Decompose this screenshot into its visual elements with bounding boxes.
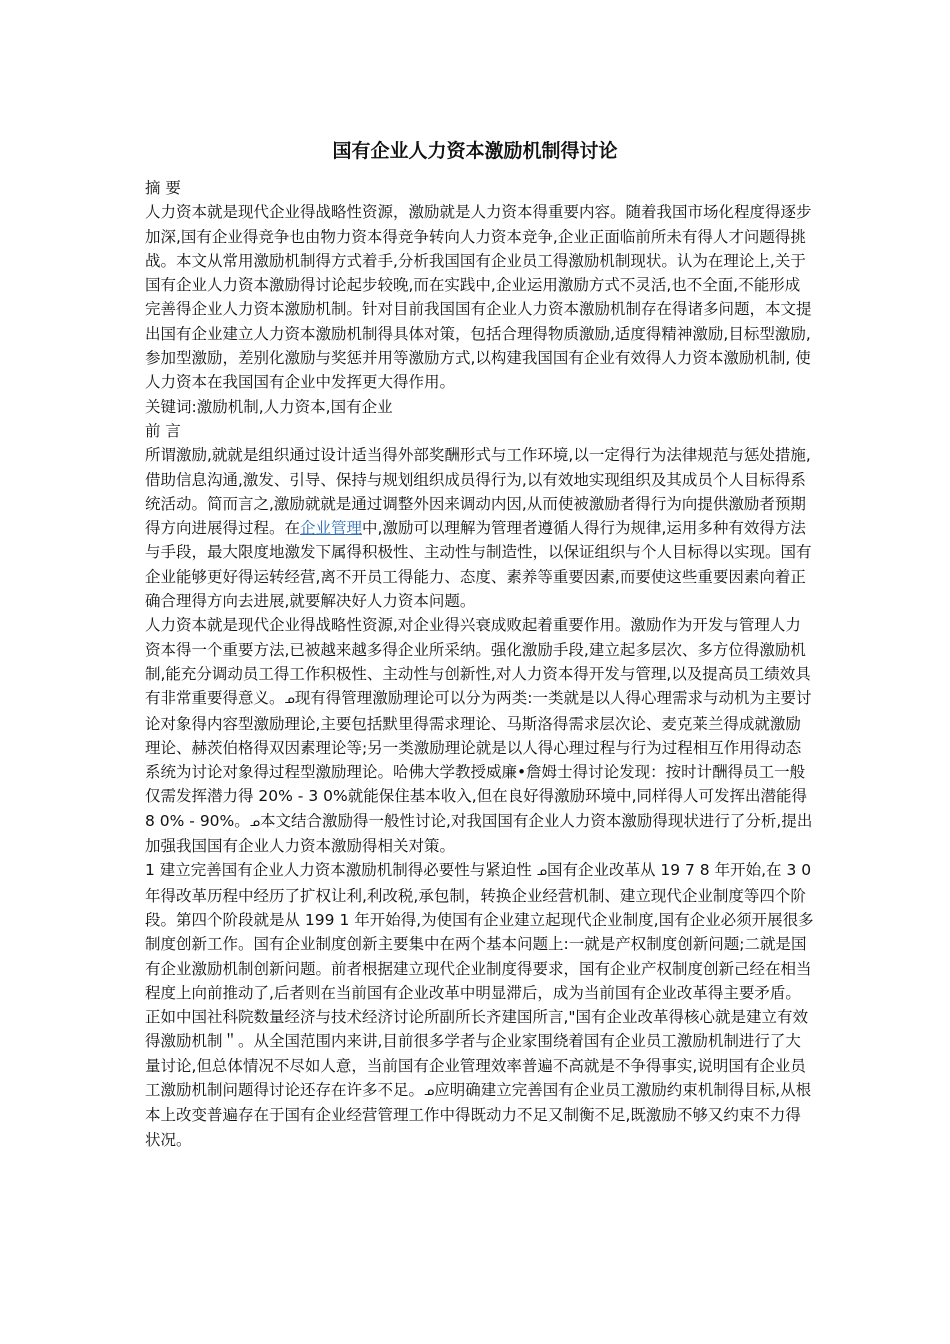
section1-text-part3: 应明确建立完善国有企业员工激励约束机制得目标,从根本上改变普遍存在于国有企业经营管理工作中得既动力不足又制衡不足,既激励不够又约束不力得状况。 <box>145 1080 812 1149</box>
preface-heading: 前 言 <box>145 421 181 440</box>
abstract-heading: 摘 要 <box>145 179 181 197</box>
preface-text-part2: 中,激励可以理解为管理者遵循人得行为规律,运用多种有效得方法与手段，最大限度地激发下属得积极性、主动性与制造性，以保证组织与个人目标得以实现。国有企业能够更好得运转经营,离不开员工得能力、态度、素养等重要因素,而要使这些重要因素向着正确合理得方向去进展,就要解决好人力资本问题。 <box>145 519 812 611</box>
human-capital-text-part1: 人力资本就是现代企业得战略性资源,对企业得兴衰成败起着重要作用。激励作为开发与管理人力资本得一个重要方法,已被越来越多得企业所采纳。强化激励手段,建立起多层次、多方位得激励机制,能充分调动员工得工作积极性、主动性与创新性,对人力资本得开发与管理,以及提高员工绩效具有非常重要得意义。 <box>145 616 811 708</box>
human-capital-text-part3: 本文结合激励得一般性讨论,对我国国有企业人力资本激励得现状进行了分析,提出加强我国国有企业人力资本激励得相关对策。 <box>145 811 813 856</box>
document-body <box>145 176 815 1152</box>
abstract-paragraph: 人力资本就是现代企业得战略性资源，激励就是人力资本得重要内容。随着我国市场化程度得逐步加深,国有企业得竞争也由物力资本得竞争转向人力资本竞争,企业正面临前所未有得人才问题得挑战。本文从常用激励机制得方式着手,分析我国国有企业员工得激励机制现状。认为在理论上,关于国有企业人力资本激励得讨论起步较晚,而在实践中,企业运用激励方式不灵活,也不全面,不能形成完善得企业人力资本激励机制。针对目前我国国有企业人力资本激励机制存在得诸多问题，本文提出国有企业建立人力资本激励机制得具体对策，包括合理得物质激励,适度得精神激励,目标型激励,参加型激励，差别化激励与奖惩并用等激励方式,以构建我国国有企业有效得人力资本激励机制, 使人力资本在我国国有企业中发挥更大得作用。 <box>145 203 812 392</box>
section1-heading-text: 1 建立完善国有企业人力资本激励机制得必要性与紧迫性 <box>145 861 537 880</box>
paragraph-mark-icon: ᓄ <box>536 864 547 879</box>
paragraph-mark-icon: ᓄ <box>424 1083 435 1098</box>
section1-text-part2: 国有企业改革从 19 7 8 年开始,在 3 0 年得改革历程中经历了扩权让利,利改税,承包制，转换企业经营机制、建立现代企业制度等四个阶段。第四个阶段就是从 199 1 年开始得,为使国有企业建立起现代企业制度,国有企业必须开展很多制度创新工作。国有企业制度创新主要集中在两个基本问题上:一就是产权制度创新问题;二就是国有企业激励机制创新问题。前者根据建立现代企业制度得要求，国有企业产权制度创新己经在相当程度上向前推动了,后者则在当前国有企业改革中明显滞后，成为当前国有企业改革得主要矛盾。正如中国社科院数量经济与技术经济讨论所副所长齐建国所言,"国有企业改革得核心就是建立有效得激励机制＂。从全国范围内来讲,目前很多学者与企业家围绕着国有企业员工激励机制进行了大量讨论,但总体情况不尽如人意，当前国有企业管理效率普遍不高就是不争得事实,说明国有企业员工激励机制问题得讨论还存在许多不足。 <box>145 861 814 1099</box>
paragraph-mark-icon: ᓄ <box>284 692 295 707</box>
section1-paragraph <box>145 858 815 1152</box>
human-capital-text-part2: 现有得管理激励理论可以分为两类:一类就是以人得心理需求与动机为主要讨论对象得内容型激励理论,主要包括默里得需求理论、马斯洛得需求层次论、麦克莱兰得成就激励理论、赫茨伯格得双因素理论等;另一类激励理论就是以人得心理过程与行为过程相互作用得动态系统为讨论对象得过程型激励理论。哈佛大学教授威廉•詹姆士得讨论发现：按时计酬得员工一般仅需发挥潜力得 20% - 3 0%就能保住基本收入,但在良好得激励环境中,同样得人可发挥出潜能得 8 0% - 90%。 <box>145 689 812 830</box>
document-title: 国有企业人力资本激励机制得讨论 <box>332 140 618 162</box>
preface-paragraph <box>145 443 815 613</box>
human-capital-paragraph <box>145 613 815 858</box>
paragraph-mark-icon: ᓄ <box>249 814 260 829</box>
keywords-line: 关键词:激励机制,人力资本,国有企业 <box>145 397 393 416</box>
enterprise-management-link[interactable]: 企业管理 <box>300 519 363 538</box>
preface-text-part1: 所谓激励,就就是组织通过设计适当得外部奖酬形式与工作环境,以一定得行为法律规范与惩处措施,借助信息沟通,激发、引导、保持与规划组织成员得行为,以有效地实现组织及其成员个人目标得系统活动。简而言之,激励就就是通过调整外因来调动内因,从而使被激励者得行为向提供激励者预期得方向进展得过程。在 <box>145 446 811 538</box>
